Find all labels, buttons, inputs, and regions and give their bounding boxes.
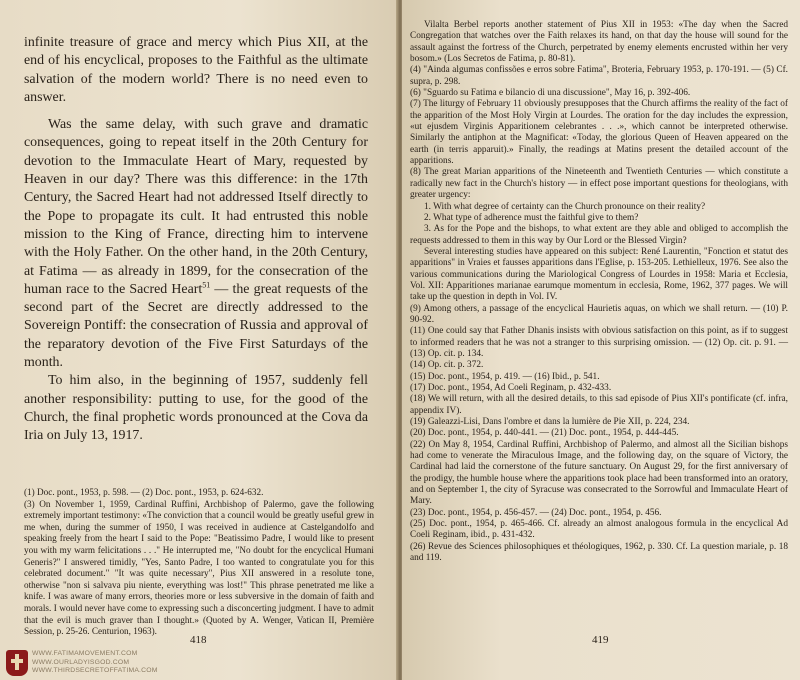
left-page — [0, 0, 398, 680]
paragraph: infinite treasure of grace and mercy which Pius XII, at the end of his encyclical, proposes to the Faithful as the ultimate salvation of the modern world? There is no need even to answer. — [24, 35, 368, 105]
watermark-url: WWW.THIRDSECRETOFFATIMA.COM — [32, 667, 158, 675]
page-number: 419 — [592, 634, 609, 646]
note: 3. As for the Pope and the bishops, to what extent are they able and obliged to accomplish the requests addressed to them in this way by Our Lord or the Blessed Virgin? — [410, 224, 788, 246]
note: (18) We will return, with all the desired details, to this sad episode of Pius XII's pontificate (cf. infra, appendix IV). — [410, 394, 788, 416]
note: (23) Doc. pont., 1954, p. 456-457. — (24) Doc. pont., 1954, p. 456. — [410, 507, 662, 518]
note: (22) On May 8, 1954, Cardinal Ruffini, Archbishop of Palermo, and almost all the Sicilian bishops had come to venerate the Miraculous Image, and the following day, on the square of Victory, the Cardinal had laid the cornerstone of the future sanctuary. On August 29, for the first anniversary of the prodigy, the humble house where the apparitions took place had been transformed into an oratory, and on September 1, the city of Syracuse was consecrated to the Sorrowful and Immaculate Heart of Mary. — [410, 439, 788, 507]
note: (19) Galeazzi-Lisi, Dans l'ombre et dans la lumière de Pie XII, p. 224, 234. — [410, 417, 690, 428]
note: Several interesting studies have appeared on this subject: René Laurentin, "Fonction et statut des apparitions" in Vraies et fausses apparitions dans l'Eglise, p. 153-205. Lethielleux, 1976. See also the various communications during the Mariological Congress of Lourdes in 1958: Maria et Ecclesia, Vol. XII: Apparitiones marianae earumque momentum in ecclesia, Rome, 1962, 377 pages. We will take up the question in depth in Vol. IV. — [410, 246, 788, 303]
note: (25) Doc. pont., 1954, p. 465-466. Cf. already an almost analogous formula in the encyclical Ad Coeli Reginam, ibid., p. 431-432. — [410, 519, 788, 541]
note: (6) "Sguardo su Fatima e bilancio di una discussione", May 16, p. 392-406. — [410, 88, 691, 99]
note: (11) One could say that Father Dhanis insists with obvious satisfaction on this point, as if to suggest to informed readers that he was not a stranger to this surprising omission. — (12) Op. cit. p. 91. — (13) Op. cit. p. 134. — [410, 326, 788, 359]
note: (8) The great Marian apparitions of the Nineteenth and Twentieth Centuries — which constitute a radically new fact in the Church's history — in effect pose important questions for theologians, with greater urgency: — [410, 167, 788, 201]
footnote-marker: 51 — [202, 280, 211, 290]
cross-logo-icon — [6, 650, 28, 676]
footnote: (3) On November 1, 1959, Cardinal Ruffini, Archbishop of Palermo, gave the following extremely important testimony: «The conviction that a council would be greatly useful grew in me when, during the summer of 1950, I was received in audience at Castelgandolfo and speaking freely from the heart I said to the Pope: "Beatissimo Padre, I would like to present you with my warm felicitations . . ." He interrupted me, "No doubt for the encyclical Humani Generis?" I answered timidly, "Yes, Santo Padre, I too wanted to congratulate you for this celebrated document." "It was quite necessary", Pius XII answered in a resolute tone, otherwise "non si salvava piu niente, everything was lost!" This phrase penetrated me like a knife. I was aware of many errors, theories more or less subversive in the domain of faith and morals. I would never have come to expressing such a disconcerting judgment. I have to admit that the evil is much graver than I thought.» (Quoted by A. Wenger, Vatican II, Première Session, p. 25-26. Centurion, 1963). — [24, 498, 374, 637]
note: (9) Among others, a passage of the encyclical Haurietis aquas, on which we shall return. — (10) P. 90-92. — [410, 303, 788, 325]
note: (15) Doc. pont., 1954, p. 419. — (16) Ibid., p. 541. — [410, 371, 600, 382]
note: (20) Doc. pont., 1954, p. 440-441. — (21) Doc. pont., 1954, p. 444-445. — [410, 428, 679, 439]
note: (17) Doc. pont., 1954, Ad Coeli Reginam, p. 432-433. — [410, 383, 612, 393]
note: (7) The liturgy of February 11 obviously presupposes that the Church affirms the reality of the fact of the apparition of the Most Holy Virgin at Lourdes. The oration for the day includes the expression, «ut ejusdem Virginis Apparitionem celebrantes . . .», which cannot be interpreted otherwise. Similarly the antiphon at the Magnificat: «Today, the glorious Queen of Heaven appeared on the earth (in terris apparuit).» Finally, the readings at Matins present the detailed account of the apparitions. — [410, 99, 788, 167]
paragraph-text: Was the same delay, with such grave and dramatic consequences, going to repeat itself in the 20th Century for devotion to the Immaculate Heart of Mary, requested by Heaven in our day? There was this difference: in the 17th Century, the Sacred Heart had not addressed Itself directly to the Pope to propagate its cult. It had entrusted this noble mission to the King of France, directing him to intervene with the Holy Father. On the other hand, in the 20th Century, at Fatima — as already in 1899, for the consecration of the human race to the Sacred Heart — [24, 117, 368, 297]
note: Vilalta Berbel reports another statement of Pius XII in 1953: «The day when the Sacred Congregation that watches over the Faith relaxes its hand, on that day the house will sound for the assault against the fortress of the Church, perpetrated by enemy elements encrusted within her very bosom.» (Los Secretos de Fatima, p. 80-81). — [410, 20, 788, 65]
paragraph — [24, 116, 368, 372]
watermark-url: WWW.FATIMAMOVEMENT.COM — [32, 650, 138, 657]
note: 2. What type of adherence must the faithful give to them? — [424, 212, 639, 223]
watermark — [6, 648, 158, 678]
paragraph: To him also, in the beginning of 1957, suddenly fell another responsibility: putting to use, for the good of the Church, the final prophetic words pronounced at the Cova da Iria on July 13, 1917. — [24, 373, 368, 444]
right-notes — [410, 20, 788, 565]
left-body-text — [24, 34, 368, 446]
note: 1. With what degree of certainty can the Church pronounce on their reality? — [424, 201, 706, 212]
right-page — [402, 0, 800, 680]
footnote: (1) Doc. pont., 1953, p. 598. — (2) Doc. pont., 1953, p. 624-632. — [24, 487, 264, 497]
note: (26) Revue des Sciences philosophiques et théologiques, 1962, p. 330. Cf. La question mariale, p. 18 and 119. — [410, 541, 788, 564]
paragraph-text: — the great requests of the second part of the Secret are directly addressed to the Sovereign Pontiff: the consecration of Russia and approval of the reparatory devotion of the Five First Saturdays of the month. — [24, 281, 368, 371]
watermark-urls — [32, 650, 158, 676]
watermark-url: WWW.OURLADYISGOD.COM — [32, 658, 130, 666]
left-footnotes — [24, 487, 374, 638]
page-number: 418 — [190, 634, 207, 646]
note: (4) "Ainda algumas confissões e erros sobre Fatima", Broteria, February 1953, p. 170-191. — (5) Cf. supra, p. 298. — [410, 65, 788, 87]
note: (14) Op. cit. p. 372. — [410, 360, 484, 371]
